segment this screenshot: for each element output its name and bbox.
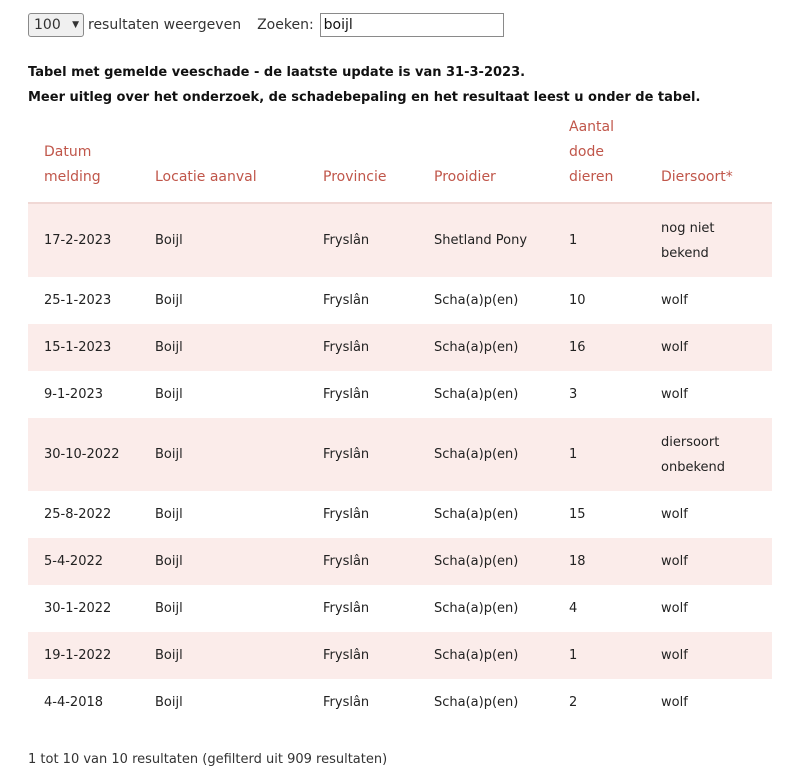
cell-datum: 25-8-2022 — [28, 491, 139, 538]
cell-prooidier: Scha(a)p(en) — [418, 585, 553, 632]
cell-locatie: Boijl — [139, 632, 307, 679]
cell-aantal: 15 — [553, 491, 645, 538]
cell-locatie: Boijl — [139, 324, 307, 371]
cell-diersoort: wolf — [645, 277, 772, 324]
cell-locatie: Boijl — [139, 585, 307, 632]
cell-diersoort: wolf — [645, 538, 772, 585]
cell-datum: 30-10-2022 — [28, 418, 139, 491]
cell-provincie: Fryslân — [307, 632, 418, 679]
cell-provincie: Fryslân — [307, 679, 418, 726]
cell-datum: 9-1-2023 — [28, 371, 139, 418]
table-controls — [28, 12, 504, 38]
chevron-down-icon: ▼ — [72, 20, 79, 30]
column-header-locatie[interactable]: Locatie aanval — [139, 115, 307, 203]
cell-prooidier: Scha(a)p(en) — [418, 491, 553, 538]
table-row — [28, 203, 772, 277]
intro-explanation-line: Meer uitleg over het onderzoek, de schadebepaling en het resultaat leest u onder de tabel. — [28, 90, 701, 105]
table-row — [28, 491, 772, 538]
cell-prooidier: Scha(a)p(en) — [418, 679, 553, 726]
table-intro — [28, 60, 788, 110]
cell-prooidier: Scha(a)p(en) — [418, 324, 553, 371]
page-length-value: 100 — [34, 17, 61, 33]
cell-diersoort: wolf — [645, 371, 772, 418]
cell-aantal: 16 — [553, 324, 645, 371]
cell-aantal: 4 — [553, 585, 645, 632]
cell-provincie: Fryslân — [307, 371, 418, 418]
cell-prooidier: Scha(a)p(en) — [418, 418, 553, 491]
cell-aantal: 1 — [553, 203, 645, 277]
cell-provincie: Fryslân — [307, 491, 418, 538]
cell-locatie: Boijl — [139, 277, 307, 324]
cell-locatie: Boijl — [139, 418, 307, 491]
cell-aantal: 3 — [553, 371, 645, 418]
cell-diersoort: wolf — [645, 324, 772, 371]
cell-datum: 5-4-2022 — [28, 538, 139, 585]
table-row — [28, 585, 772, 632]
cell-diersoort: wolf — [645, 585, 772, 632]
page-length-select[interactable] — [28, 13, 84, 37]
intro-update-line: Tabel met gemelde veeschade - de laatste update is van 31-3-2023. — [28, 65, 526, 80]
cell-locatie: Boijl — [139, 371, 307, 418]
table-row — [28, 632, 772, 679]
column-header-diersoort[interactable]: Diersoort* — [645, 115, 772, 203]
column-header-datum[interactable]: Datum melding — [28, 115, 139, 203]
cell-provincie: Fryslân — [307, 585, 418, 632]
page-length-label: resultaten weergeven — [88, 17, 242, 33]
cell-provincie: Fryslân — [307, 538, 418, 585]
cell-datum: 4-4-2018 — [28, 679, 139, 726]
table-row — [28, 538, 772, 585]
table-row — [28, 277, 772, 324]
cell-prooidier: Scha(a)p(en) — [418, 632, 553, 679]
cell-diersoort: nog niet bekend — [645, 203, 772, 277]
cell-locatie: Boijl — [139, 538, 307, 585]
search-label: Zoeken: — [257, 17, 314, 33]
cell-diersoort: wolf — [645, 491, 772, 538]
table-row — [28, 324, 772, 371]
cell-provincie: Fryslân — [307, 324, 418, 371]
cell-provincie: Fryslân — [307, 277, 418, 324]
cell-diersoort: wolf — [645, 632, 772, 679]
search-input[interactable] — [320, 13, 504, 37]
cell-locatie: Boijl — [139, 203, 307, 277]
table-info: 1 tot 10 van 10 resultaten (gefilterd uit 909 resultaten) — [28, 752, 388, 767]
table-row — [28, 679, 772, 726]
cell-diersoort: wolf — [645, 679, 772, 726]
column-header-prooidier[interactable]: Prooidier — [418, 115, 553, 203]
cell-datum: 19-1-2022 — [28, 632, 139, 679]
table-header-row — [28, 115, 772, 203]
cell-aantal: 18 — [553, 538, 645, 585]
cell-prooidier: Scha(a)p(en) — [418, 371, 553, 418]
cell-locatie: Boijl — [139, 491, 307, 538]
cell-provincie: Fryslân — [307, 203, 418, 277]
cell-locatie: Boijl — [139, 679, 307, 726]
cell-datum: 30-1-2022 — [28, 585, 139, 632]
cell-aantal: 10 — [553, 277, 645, 324]
table-row — [28, 371, 772, 418]
cell-datum: 17-2-2023 — [28, 203, 139, 277]
cell-prooidier: Shetland Pony — [418, 203, 553, 277]
cell-prooidier: Scha(a)p(en) — [418, 277, 553, 324]
cell-aantal: 1 — [553, 418, 645, 491]
column-header-provincie[interactable]: Provincie — [307, 115, 418, 203]
damage-table — [28, 115, 772, 726]
cell-datum: 15-1-2023 — [28, 324, 139, 371]
cell-provincie: Fryslân — [307, 418, 418, 491]
table-row — [28, 418, 772, 491]
cell-prooidier: Scha(a)p(en) — [418, 538, 553, 585]
cell-aantal: 2 — [553, 679, 645, 726]
column-header-aantal[interactable]: Aantal dode dieren — [553, 115, 645, 203]
cell-aantal: 1 — [553, 632, 645, 679]
cell-diersoort: diersoort onbekend — [645, 418, 772, 491]
cell-datum: 25-1-2023 — [28, 277, 139, 324]
